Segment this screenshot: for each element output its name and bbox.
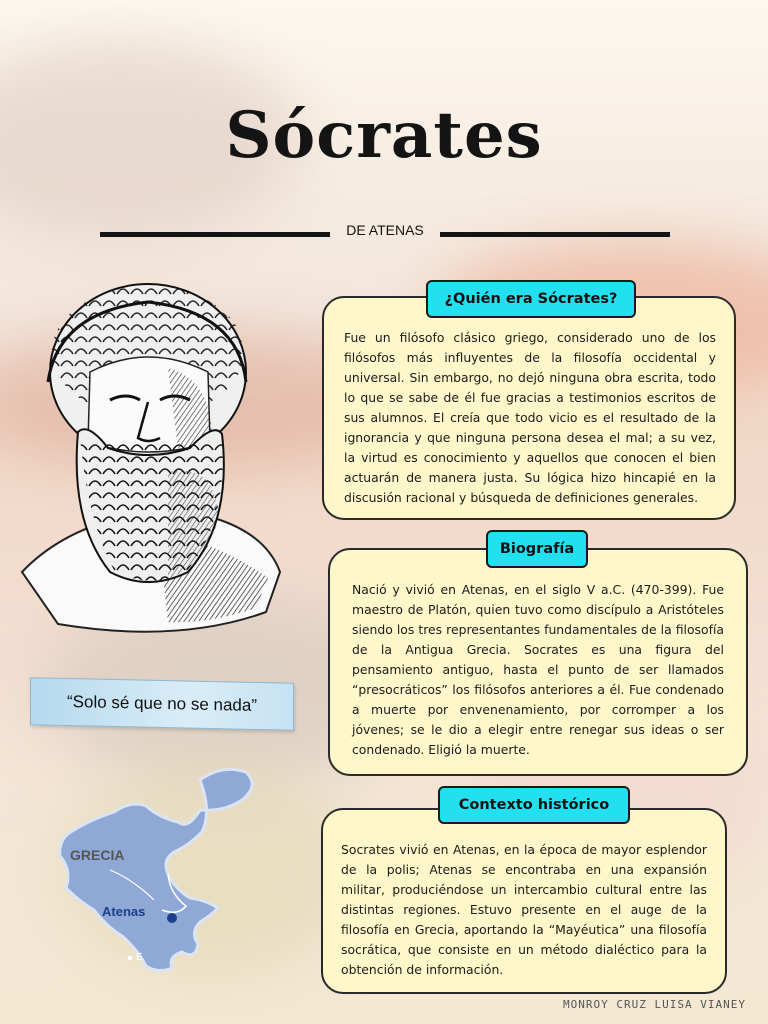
map-label-atenas: Atenas xyxy=(102,904,146,919)
athens-marker-icon xyxy=(167,913,177,923)
section-card-who xyxy=(322,296,736,520)
author-credit: MONROY CRUZ LUISA VIANEY xyxy=(563,998,746,1011)
section-card-context xyxy=(321,808,727,994)
page-title: Sócrates xyxy=(225,98,543,173)
socrates-bust-image xyxy=(18,272,282,662)
map-label-grecia: GRECIA xyxy=(70,847,125,863)
section-heading-who: ¿Quién era Sócrates? xyxy=(426,280,636,318)
greece-map-image xyxy=(50,760,260,980)
section-card-biography xyxy=(328,548,748,776)
page-subtitle: DE ATENAS xyxy=(346,222,424,238)
section-heading-biography: Biografía xyxy=(486,530,588,568)
section-body-context: Socrates vivió en Atenas, en la época de mayor esplendor de la polis; Atenas se encontraba en una expansión militar, produciéndose un intercambio cultural entre las distintas regiones. Estuvo presente en el auge de la filosofía en Grecia, aportando la “Mayéutica” una filosofía socrática, que consiste en un método dialéctico para la obtención de información. xyxy=(341,842,707,977)
section-body-who: Fue un filósofo clásico griego, considerado uno de los filósofos más influyentes de la filosofía occidental y universal. Sin embargo, no dejó ninguna obra escrita, todo lo que se sabe de él fue gracias a testimonios escritos de sus alumnos. El creía que todo vicio es el resultado de la ignorancia y que ninguna persona desea el mal; a su vez, la virtud es conocimiento y aquellos que conocen el bien actuarán de manera justa. Su lógica hizo hincapié en la discusión racional y búsqueda de definiciones generales. xyxy=(344,330,716,505)
map-point-icon xyxy=(128,956,133,961)
title-rule-left xyxy=(100,232,330,237)
section-heading-context: Contexto histórico xyxy=(438,786,630,824)
title-rule-right xyxy=(440,232,670,237)
map-label-e: E xyxy=(136,952,143,963)
section-body-biography: Nació y vivió en Atenas, en el siglo V a.C. (470-399). Fue maestro de Platón, quien tuvo como discípulo a Aristóteles siendo los tres representantes fundamentales de la filosofía de la Antigua Grecia. Socrates es una figura del pensamiento antiguo, hasta el punto de ser llamados “presocráticos” los filósofos anteriores a él. Fue condenado a muerte por envenenamiento, por corromper a los jóvenes; se le dio a elegir entre renegar sus ideas o ser condenado. Eligió la muerte. xyxy=(352,582,724,757)
famous-quote-banner: “Solo sé que no se nada” xyxy=(30,677,294,731)
